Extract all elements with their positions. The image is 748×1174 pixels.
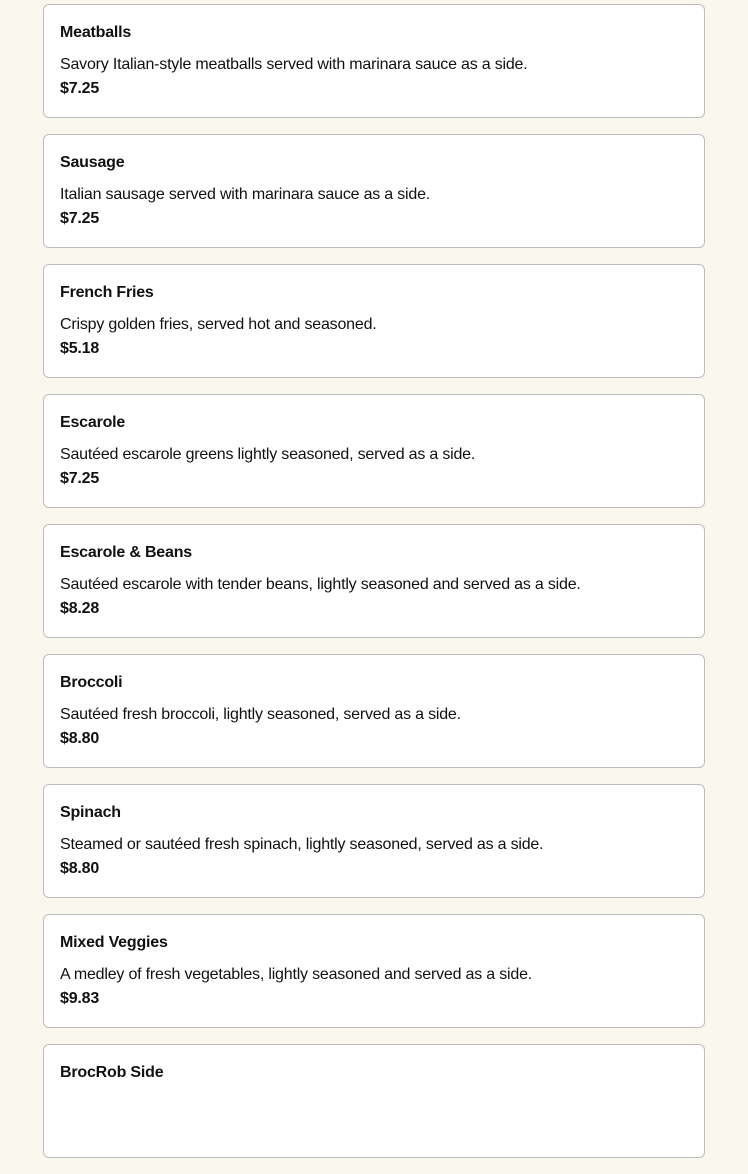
menu-item-description: Italian sausage served with marinara sauce as a side. (60, 186, 431, 203)
menu-item-price: $8.28 (60, 600, 100, 617)
menu-item-sausage[interactable] (43, 134, 705, 248)
menu-item-name: Escarole (60, 414, 126, 431)
menu-item-description: Sautéed escarole greens lightly seasoned, served as a side. (60, 446, 476, 463)
menu-item-spinach[interactable] (43, 784, 705, 898)
menu-item-description: Steamed or sautéed fresh spinach, lightly seasoned, served as a side. (60, 836, 544, 853)
menu-item-price: $9.83 (60, 990, 100, 1007)
menu-item-price: $8.80 (60, 730, 100, 747)
menu-item-escarole[interactable] (43, 394, 705, 508)
menu-item-description: Sautéed escarole with tender beans, lightly seasoned and served as a side. (60, 576, 581, 593)
menu-item-name: Meatballs (60, 24, 132, 41)
menu-item-price: $5.18 (60, 340, 100, 357)
menu-item-name: Spinach (60, 804, 121, 821)
menu-item-brocrob-side[interactable] (43, 1044, 705, 1158)
menu-item-broccoli[interactable] (43, 654, 705, 768)
menu-item-name: Sausage (60, 154, 125, 171)
menu-item-description: Crispy golden fries, served hot and seasoned. (60, 316, 377, 333)
menu-item-escarole-beans[interactable] (43, 524, 705, 638)
menu-item-list (43, 0, 705, 1174)
menu-item-name: Mixed Veggies (60, 934, 168, 951)
menu-item-name: Broccoli (60, 674, 123, 691)
menu-item-meatballs[interactable] (43, 4, 705, 118)
menu-item-french-fries[interactable] (43, 264, 705, 378)
menu-item-name: Escarole & Beans (60, 544, 192, 561)
menu-item-price: $7.25 (60, 210, 100, 227)
menu-item-name: BrocRob Side (60, 1064, 164, 1081)
menu-item-description: A medley of fresh vegetables, lightly seasoned and served as a side. (60, 966, 533, 983)
menu-item-name: French Fries (60, 284, 154, 301)
menu-item-mixed-veggies[interactable] (43, 914, 705, 1028)
menu-item-description: Sautéed fresh broccoli, lightly seasoned, served as a side. (60, 706, 461, 723)
menu-item-price: $7.25 (60, 80, 100, 97)
menu-item-price: $7.25 (60, 470, 100, 487)
menu-item-description: Savory Italian-style meatballs served with marinara sauce as a side. (60, 56, 528, 73)
menu-item-price: $8.80 (60, 860, 100, 877)
menu-item-description (60, 1095, 688, 1115)
